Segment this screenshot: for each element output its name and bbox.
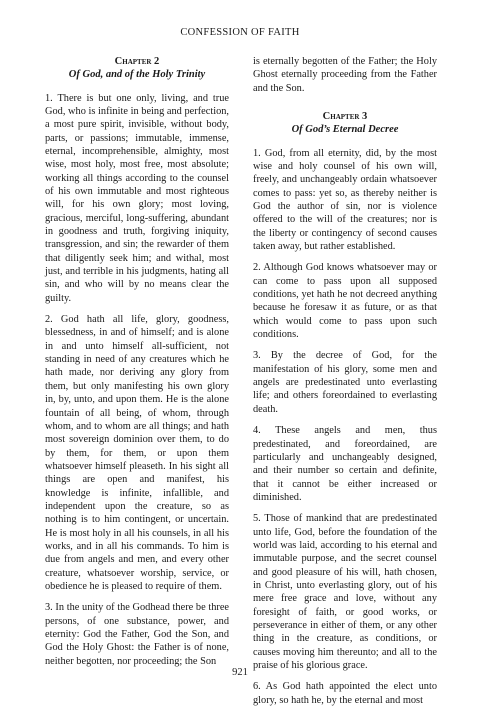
page-number: 921 — [232, 667, 248, 678]
paragraph: 3. In the unity of the Godhead there be three persons, of one substance, power, and eternity: God the Father, God the Son, and God the Holy Ghost: the Father is of none, neither begotten, nor proceeding; the Son — [45, 602, 229, 667]
paragraph: 6. As God hath appointed the elect unto glory, so hath he, by the eternal and most — [253, 681, 437, 706]
running-head: CONFESSION OF FAITH — [180, 27, 300, 38]
paragraph: 4. These angels and men, thus predestinated, and foreordained, are particularly and unchangeably designed, and their number so certain and definite, that it cannot be either increased or diminished. — [253, 425, 437, 503]
chapter-2-heading — [45, 55, 229, 82]
chapter-title: Of God’s Eternal Decree — [291, 124, 399, 136]
chapter-3-heading — [253, 110, 437, 137]
paragraph: 1. There is but one only, living, and true God, who is infinite in being and perfection, a most pure spirit, invisible, without body, parts, or passions; immutable, immense, eternal, incomprehensible, almighty, most wise, most holy, most free, most absolute; working all things according to the counsel of his own immutable and most righteous will, for his own glory; most loving, gracious, merciful, long-suffering, abundant in goodness and truth, forgiving iniquity, transgression, and sin; the rewarder of them that diligently seek him; and withal, most just, and terrible in his judgments, hating all sin, and who will by no means clear the guilty. — [45, 92, 229, 304]
continuation-paragraph: is eternally begotten of the Father; the Holy Ghost eternally proceeding from the Father and the Son. — [253, 56, 437, 94]
right-column — [253, 55, 437, 715]
chapter-title: Of God, and of the Holy Trinity — [68, 69, 206, 81]
paragraph: 2. Although God knows whatsoever may or can come to pass upon all supposed conditions, yet hath he not decreed anything because he foresaw it as future, or as that which would come to pass upon such conditions. — [253, 262, 437, 341]
chapter-label: Chapter 3 — [322, 111, 368, 123]
paragraph: 1. God, from all eternity, did, by the most wise and holy counsel of his own will, freely, and unchangeably ordain whatsoever comes to pass: yet so, as thereby neither is God the author of sin, nor is violence offered to the will of the creatures; nor is the liberty or contingency of second causes taken away, but rather established. — [253, 147, 437, 253]
paragraph: 5. Those of mankind that are predestinated unto life, God, before the foundation of the world was laid, according to his eternal and immutable purpose, and the secret counsel and good pleasure of his will, hath chosen, in Christ, unto everlasting glory, out of his mere free grace and love, without any foresight of faith, or good works, or perseverance in either of them, or any other thing in the creature, as conditions, or causes moving him thereunto; and all to the praise of his glorious grace. — [253, 513, 437, 671]
paragraph: 3. By the decree of God, for the manifestation of his glory, some men and angels are predestinated unto everlasting life; and others foreordained to everlasting death. — [253, 350, 437, 415]
left-column — [45, 55, 229, 676]
chapter-label: Chapter 2 — [114, 56, 160, 67]
paragraph: 2. God hath all life, glory, goodness, blessedness, in and of himself; and is alone in and unto himself all-sufficient, not standing in need of any creatures which he hath made, nor deriving any glory from them, but only manifesting his own glory in, by, unto, and upon them. He is the alone fountain of all being, of whom, through whom, and to whom are all things; and hath most sovereign dominion over them, to do by them, for them, or upon them whatsoever himself pleaseth. In his sight all things are open and manifest, his knowledge is infinite, infallible, and independent upon the creature, so as nothing is to him contingent, or uncertain. He is most holy in all his counsels, in all his works, and in all his commands. To him is due from angels and men, and every other creature, whatsoever worship, service, or obedience he is pleased to require of them. — [45, 314, 229, 592]
